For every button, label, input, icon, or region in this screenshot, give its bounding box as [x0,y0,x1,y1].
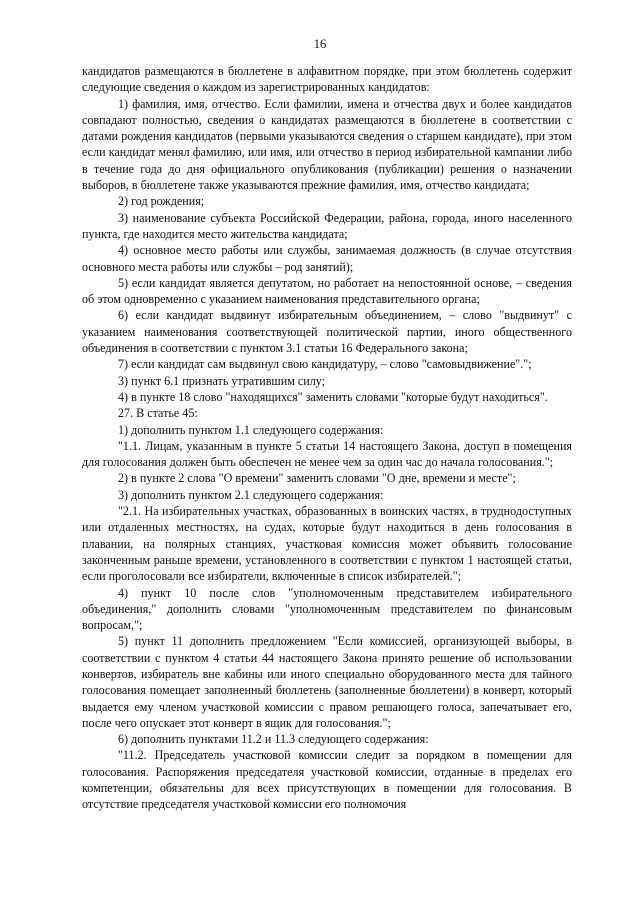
paragraph-article-45-item-6: 6) дополнить пунктами 11.2 и 11.3 следующего содержания: [118,732,429,747]
document-body [82,63,572,813]
paragraph-article-45-item-3: 3) дополнить пунктом 2.1 следующего содержания: [118,487,384,502]
paragraph-article-45-item-5: 5) пункт 11 дополнить предложением "Если комиссией, организующей выборы, в соответствии с пунктом 4 статьи 44 настоящего Закона принято решение об использовании конвертов, избиратель вне кабины или иного специально оборудованного места для тайного голосования помещает заполненный бюллетень (заполненные бюллетени) в конверт, который выдается ему членом участковой комиссии с правом решающего голоса, запечатывает его, после чего опускает этот конверт в ящик для голосования."; [82,634,572,730]
paragraph-intro-continuation: кандидатов размещаются в бюллетене в алфавитном порядке, при этом бюллетень содержит следующие сведения о каждом из зарегистрированных кандидатов: [82,64,572,95]
paragraph-amendment-4: 4) в пункте 18 слово "находящихся" заменить словами "которые будут находиться". [118,389,548,404]
paragraph-item-6-nominated: 6) если кандидат выдвинут избирательным объединением, – слово "выдвинут" с указанием наименования соответствующей политической партии, иного общественного объединения в соответствии с пунктом 3.1 статьи 16 Федерального закона; [82,308,572,356]
paragraph-article-45-item-4: 4) пункт 10 после слов "уполномоченным представителем избирательного объединения," дополнить словами "уполномоченным представителем по финансовым вопросам,"; [82,585,572,633]
paragraph-item-4-workplace: 4) основное место работы или службы, занимаемая должность (в случае отсутствия основного места работы или службы – род занятий); [82,243,572,274]
paragraph-article-45-item-2: 2) в пункте 2 слова "О времени" заменить словами "О дне, времени и месте"; [118,471,516,486]
paragraph-item-3-residence: 3) наименование субъекта Российской Федерации, района, города, иного населенного пункта, где находится место жительства кандидата; [82,210,572,241]
paragraph-item-7-self-nomination: 7) если кандидат сам выдвинул свою кандидатуру, – слово "самовыдвижение"."; [118,357,532,372]
paragraph-article-45-item-1: 1) дополнить пунктом 1.1 следующего содержания: [118,422,384,437]
paragraph-item-5-deputy: 5) если кандидат является депутатом, но работает на непостоянной основе, – сведения об этом одновременно с указанием наименования представительного органа; [82,275,572,307]
page-number: 16 [313,37,327,51]
paragraph-article-45-point-2-1: "2.1. На избирательных участках, образованных в воинских частях, в труднодоступных или отдаленных местностях, на судах, которые будут находиться в день голосования в плавании, на полярных станциях, участковая комиссия может объявить голосование законченным раньше времени, установленного в соответствии с пунктом 1 настоящей статьи, если проголосовали все избиратели, включенные в список избирателей."; [82,504,572,584]
paragraph-article-45-point-11-2: "11.2. Председатель участковой комиссии следит за порядком в помещении для голосования. Распоряжения председателя участковой комиссии, отданные в пределах его компетенции, обязательны для всех присутствующих в помещении для голосования. В отсутствие председателя участковой комиссии его полномочия [82,748,572,812]
paragraph-article-45-heading: 27. В статье 45: [118,406,198,421]
paragraph-item-1-full-name: 1) фамилия, имя, отчество. Если фамилии, имена и отчества двух и более кандидатов совпадают полностью, сведения о кандидатах размещаются в бюллетене в соответствии с датами рождения кандидатов (первыми указываются сведения о старшем кандидате), при этом если кандидат менял фамилию, или имя, или отчество в период избирательной кампании либо в течение года до дня официального опубликования (публикации) решения о назначении выборов, в бюллетене также указываются прежние фамилия, имя, отчество кандидата; [82,96,572,193]
paragraph-item-2-birth-year: 2) год рождения; [118,194,205,209]
paragraph-article-45-point-1-1: "1.1. Лицам, указанным в пункте 5 статьи 14 настоящего Закона, доступ в помещения для голосования должен быть обеспечен не менее чем за один час до начала голосования."; [82,438,572,470]
paragraph-amendment-3: 3) пункт 6.1 признать утратившим силу; [118,373,326,388]
